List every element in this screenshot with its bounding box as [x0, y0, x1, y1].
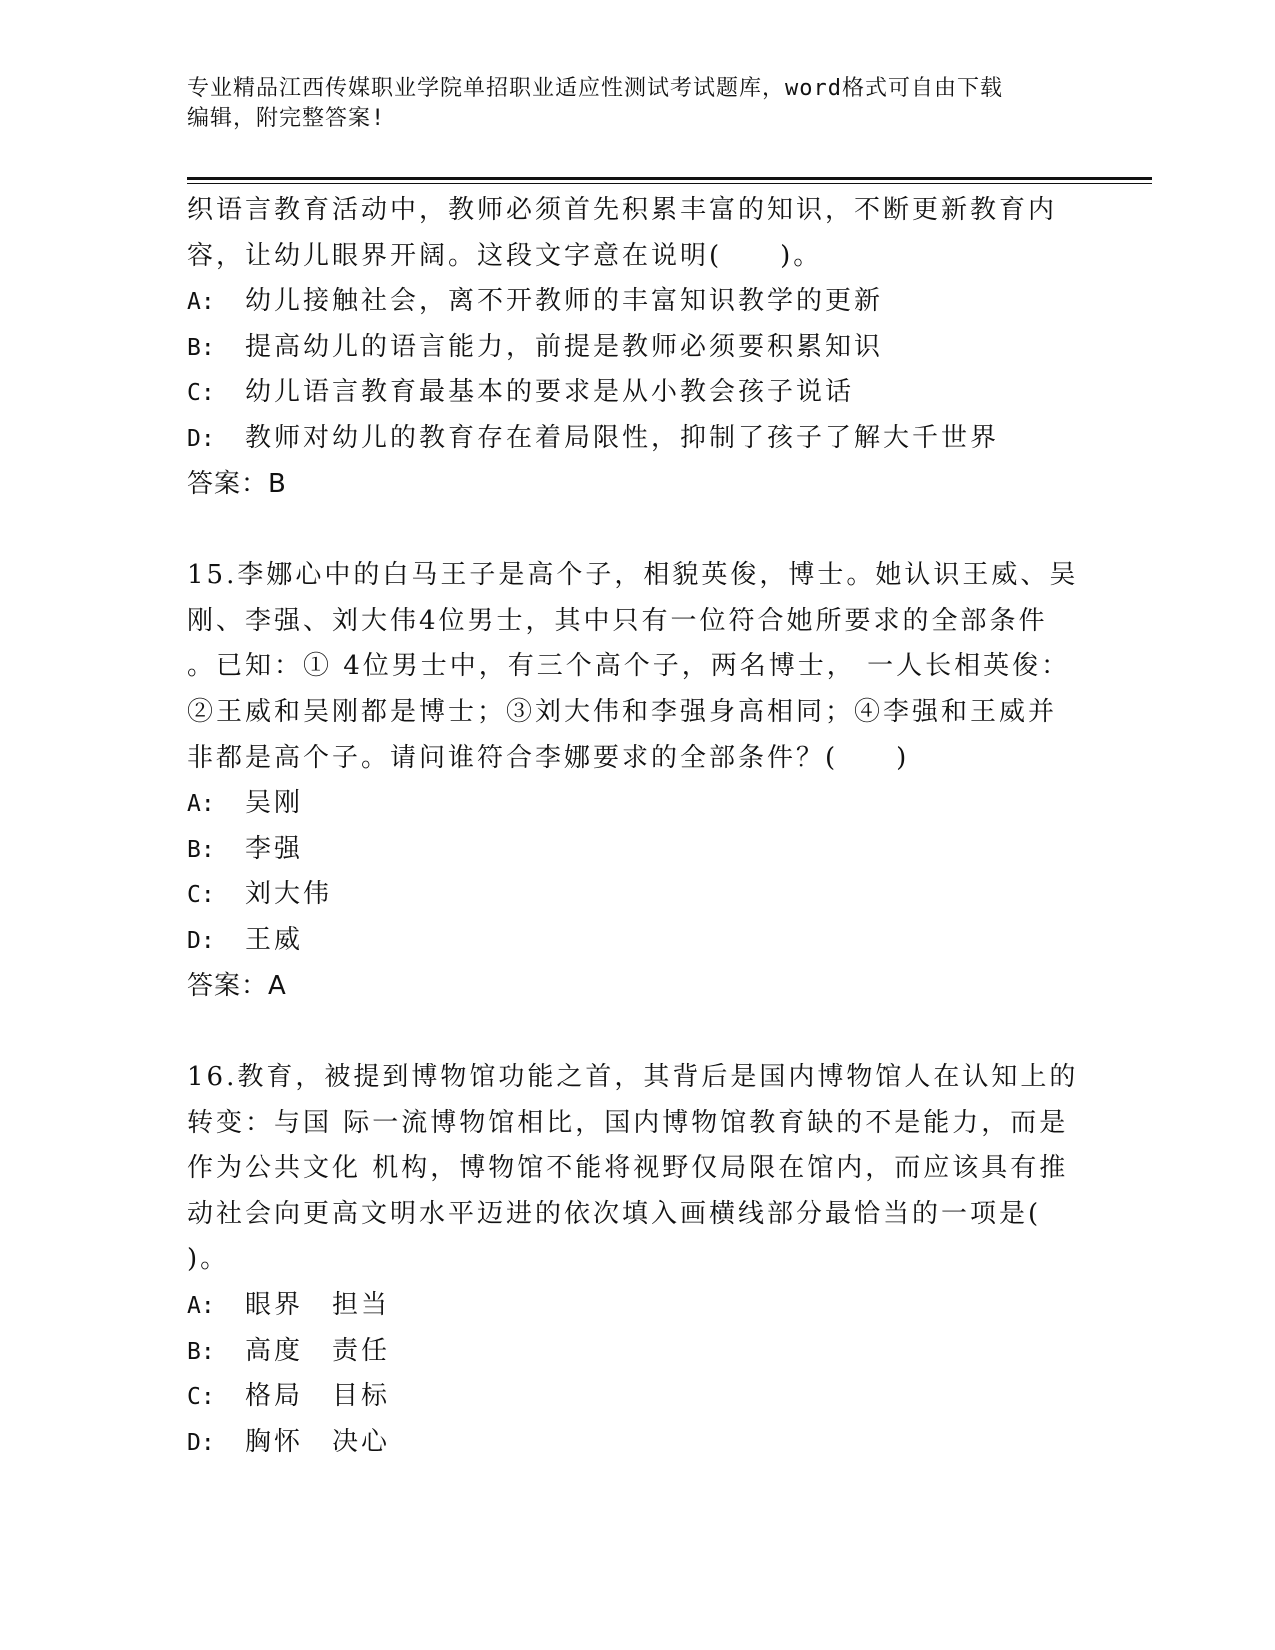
header-rule-thin — [187, 183, 1152, 184]
question-15-option-c — [187, 872, 1087, 918]
spacer — [187, 1009, 1087, 1055]
option-text: 王威 — [245, 924, 304, 955]
option-letter: D: — [187, 1429, 215, 1456]
option-letter: A: — [187, 289, 215, 316]
question-14 — [187, 188, 1087, 507]
question-16-option-b — [187, 1329, 1087, 1375]
option-letter: D: — [187, 927, 215, 954]
question-15-option-b — [187, 827, 1087, 873]
option-text: 高度 责任 — [245, 1335, 391, 1366]
question-16-line-5: )。 — [187, 1244, 230, 1275]
question-16-option-d — [187, 1420, 1087, 1466]
option-text: 教师对幼儿的教育存在着局限性，抑制了孩子了解大千世界 — [245, 422, 1000, 453]
question-14-option-c — [187, 370, 1087, 416]
question-14-line-1: 织语言教育活动中，教师必须首先积累丰富的知识，不断更新教育内 — [187, 195, 1058, 225]
question-16-line-4: 动社会向更高文明水平迈进的依次填入画横线部分最恰当的一项是( — [187, 1198, 1042, 1229]
option-text: 吴刚 — [245, 788, 304, 819]
option-letter: D: — [187, 425, 215, 452]
option-text: 幼儿语言教育最基本的要求是从小教会孩子说话 — [245, 377, 855, 408]
option-letter: A: — [187, 791, 215, 818]
question-14-option-a — [187, 279, 1087, 325]
question-16-line-2: 转变：与国 际一流博物馆相比，国内博物馆教育缺的不是能力，而是 — [187, 1107, 1069, 1138]
option-text: 格局 目标 — [245, 1381, 391, 1412]
option-text: 胸怀 决心 — [245, 1426, 391, 1457]
question-16-option-a — [187, 1283, 1087, 1329]
question-15-line-4: ②王威和吴刚都是博士；③刘大伟和李强身高相同；④李强和王威并 — [187, 696, 1058, 727]
option-text: 李强 — [245, 833, 304, 864]
header-line-1: 专业精品江西传媒职业学院单招职业适应性测试考试题库，word格式可自由下载 — [187, 76, 1003, 101]
spacer — [187, 507, 1087, 553]
question-14-answer: 答案：B — [187, 468, 287, 499]
option-letter: C: — [187, 882, 215, 909]
option-text: 提高幼儿的语言能力，前提是教师必须要积累知识 — [245, 331, 884, 362]
option-text: 刘大伟 — [245, 879, 333, 910]
question-15-line-3: 。已知：① 4位男士中，有三个高个子，两名博士， 一人长相英俊： — [187, 651, 1071, 682]
header-line-2: 编辑，附完整答案! — [187, 106, 386, 131]
option-letter: A: — [187, 1293, 215, 1320]
question-15 — [187, 553, 1087, 1009]
question-16-line-1: 16.教育，被提到博物馆功能之首，其背后是国内博物馆人在认知上的 — [187, 1062, 1079, 1093]
question-16 — [187, 1055, 1087, 1465]
question-15-line-1: 15.李娜心中的白马王子是高个子，相貌英俊，博士。她认识王威、吴 — [187, 560, 1079, 591]
question-15-option-d — [187, 918, 1087, 964]
question-15-answer: 答案：A — [187, 970, 287, 1001]
option-letter: B: — [187, 334, 215, 361]
page-header — [187, 74, 1067, 134]
question-15-line-2: 刚、李强、刘大伟4位男士，其中只有一位符合她所要求的全部条件 — [187, 605, 1048, 636]
option-text: 眼界 担当 — [245, 1290, 391, 1321]
question-content — [187, 188, 1087, 1465]
question-14-option-d — [187, 416, 1087, 462]
question-15-line-5: 非都是高个子。请问谁符合李娜要求的全部条件？( ) — [187, 742, 910, 773]
question-16-line-3: 作为公共文化 机构，博物馆不能将视野仅局限在馆内，而应该具有推 — [187, 1153, 1069, 1184]
option-letter: B: — [187, 836, 215, 863]
option-text: 幼儿接触社会，离不开教师的丰富知识教学的更新 — [245, 286, 884, 317]
header-rule-thick — [187, 177, 1152, 180]
option-letter: B: — [187, 1338, 215, 1365]
option-letter: C: — [187, 1384, 215, 1411]
option-letter: C: — [187, 380, 215, 407]
question-16-option-c — [187, 1374, 1087, 1420]
question-14-line-2: 容，让幼儿眼界开阔。这段文字意在说明( )。 — [187, 240, 823, 271]
question-15-option-a — [187, 781, 1087, 827]
question-14-option-b — [187, 325, 1087, 371]
